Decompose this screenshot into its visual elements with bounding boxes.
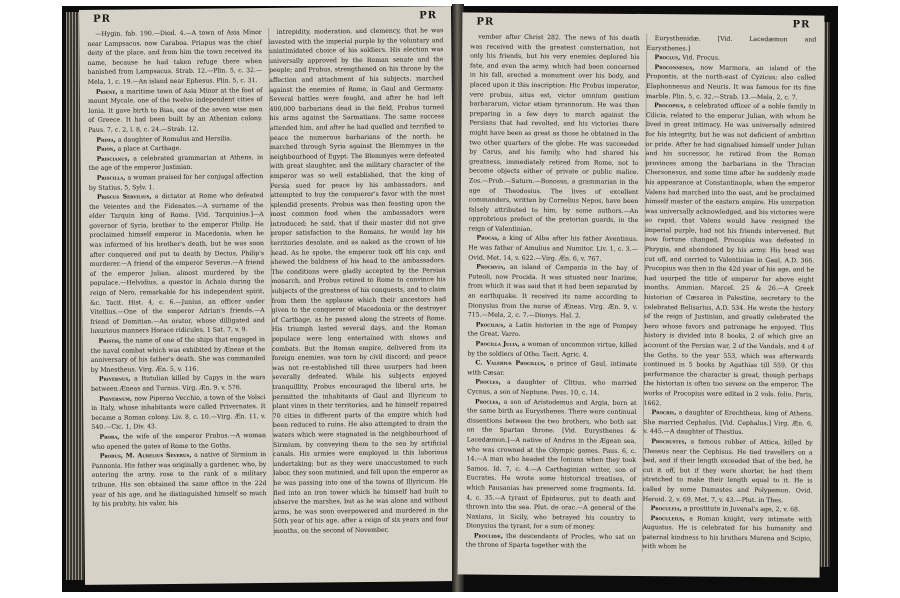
entry-headword: Procrustes, [651, 438, 687, 446]
dictionary-entry [467, 378, 637, 399]
entry-text: a woman praised for her conjugal affection by Statius, 5, Sylv. 1. [88, 172, 264, 192]
entry-text: now Marmora, an island of the Propontis, at the north-east of Cyzicus; also called Elaphonnesus and Neuris. It was famous for its fine marble. Plin. 5, c. 32.—Strab. 13.—Mela, 2, c. 7. [646, 64, 817, 101]
entry-text: a daughter of Erechtheus, king of Athens. She married Cephalus. [Vid. Cephalus.] Virg. Æn. 6, v. 445.—A daughter of Thestius. [643, 409, 813, 437]
entry-text: a native of Sirmium in Pannonia. His father was originally a gardener, who, by entering the army, rose to the rank of a military tribune. His son obtained the same office in the 22d year of his age, and he distinguished himself so much by his probity, his valor, his [91, 451, 267, 508]
dictionary-entry [642, 514, 812, 554]
entry-headword: Privernus, [98, 375, 131, 384]
entry-headword: Proba, [99, 433, 120, 441]
entry-headword: Priscilla, [96, 174, 126, 182]
entry-text: a celebrated grammarian at Athens, in the age of the emperor Justinian. [88, 153, 264, 173]
entry-text: a son of Aristodemus and Argia, born at the same birth as Eurysthenes. There were continual dissentions between the two brothers, who both sat on the Spartan throne. [Vid. Eurysthenes & Lacedæmon.]—A native of Andros in the Ægean sea, who was crowned at the Olympic games. Paus. 6, c. 14.—A man who headed the Ionians when they took Samos. Id. 7, c. 4.—A Carthaginian writer, son of Eucrates. He wrote some historical treatises, of which Pausanias has preserved some fragments. Id. 4, c. 35.—A tyrant of Epidaurus, put to death and thrown into the sea. Plut. de orac.—A general of the Naxians, in Sicily, who betrayed his country to Dionysius the tyrant, for a sum of money. [465, 398, 637, 531]
entry-text: a celebrated officer of a noble family in Cilicia, related to the emperor Julian, with whom he lived in great intimacy. He was universally admired for his integrity, but he was not deficient of ambition or pride. After he had signalised himself under Julian and his successor, he retired from the Roman provinces among the barbarians in the Thracian Chersonesus, and some time after he suddenly made his appearance at Constantinople, when the emperor Valens had marched into the east, and he proclaimed himself master of the eastern empire. His usurpation was universally acknowledged, and his victories were so rapid, that Valens would have resigned the imperial purple, had not his friends intervened. But now fortune changed, Procopius was defeated in Phrygia, and abandoned by his army. His head was cut off, and carried to Valentinian in Gaul, A.D. 366. Procopius was then in the 42d year of his age, and he had usurped the title of emperor for above eight months. Ammian. Marcel. 25 & 26.—A Greek historian of Cæsarea in Palestine, secretary to the celebrated Belisarius, A.D. 534. He wrote the history of the reign of Justinian, and greatly celebrated the hero whose favors and patronage he enjoyed. This history is divided into 8 books, 2 of which give an account of the Persian war, 2 of the Vandals, and 4 of the Goths, to the year 553, which was afterwards continued in 5 books by Agathias till 559. Of this performance the character is great, though perhaps the historian is often too severe on the emperor. The works of Procopius were edited in 2 vols. folio. Paris, 1662. [643, 102, 816, 407]
entry-text: a maritime town of Asia Minor at the foot of mount Mycale, one of the twelve independent cities of Ionia. It gave birth to Bias, one of the seven wise men of Greece. It had been built by an Athenian colony. Paus. 7, c. 2, l. 8, c. 24.—Strab. 12. [87, 86, 263, 134]
entry-text: a prostitute in Juvenal's age, 2, v. 68. [683, 505, 800, 514]
entry-headword: Probus, M. Aurelius Severus, [99, 451, 192, 460]
entry-text: a Latin historian in the age of Pompey the Great. Varro. [467, 321, 638, 339]
entry-headword: Privernum, [99, 394, 133, 403]
entry-headword: Procris, [651, 409, 677, 417]
entry-headword: Procles, [475, 398, 501, 406]
entry-text: vember after Christ 282. The news of his death was received with the greatest consternation, not only his friends, but his very enemies deplored his fate, and even the army, which had been concerned in his fall, erected a monument over his body, and placed upon it this inscription: Hic Probus imperator, vere probus, situs est, victor omnium gentium barbararum, victor etiam tyrannorum. He was then preparing in a few days to march against the Persians that had revolted, and his victories there might have been as great as those he obtained in the two other quarters of the globe. He was succeeded by Carus, and his family, who had shared his greatness, immediately retired from Rome, not to become objects either of private or public malice. Zos.—Prob.—Saturn.—Bonosus, a grammarian in the age of Theodosius. The lives of excellent commanders, written by Cornelius Nepos, have been falsely attributed to him, by some authors.—An opprobrious prefect of the pretorian guards, in the reign of Valentinian. [468, 33, 640, 233]
entry-text: a prince of Gaul, intimate with Cæsar. [467, 360, 637, 377]
dictionary-entry [467, 339, 637, 360]
entry-headword: Procopius, [654, 102, 686, 110]
dictionary-entry [90, 335, 265, 375]
entry-text: a Roman knight, very intimate with Augustus. He is celebrated for his humanity and paternal kindness to his brothers Murena and Scipio, with whom he [642, 515, 813, 551]
dictionary-entry [89, 191, 265, 337]
entry-text: a dictator at Rome who defeated the Veientes and the Fidenates.—A surname of the elder Tarquin king of Rome. [Vid. Tarquinius.]—A governor of Syria, brother to the emperor Philip. He proclaimed himself emperor in Macedonia, when he was informed of his brother's death, but he was soon after conquered and put to death by Decius, Philip's murderer.—A friend of the emperor Severus.—A friend of the emperor Julian, almost murdered by the populace.—Helvidius, a questor in Achaia during the reign of Nero, remarkable for his independent spirit, &c. Tacit. Hist. 4, c. 6.—Junius, an officer under Vitellius.—One of the emperor Adrian's friends.—A friend of Domitian.—An orator, whose dilligated and luxurious manners Horace ridicules, 1 Sat. 7, v. 9. [89, 192, 265, 336]
entry-text: a daughter of Romulus and Hersilia. [117, 134, 232, 144]
entry-headword: Proculeia, [650, 505, 682, 513]
left-page-columns [79, 24, 456, 538]
entry-headword: Prion, [96, 145, 116, 153]
entry-headword: Proconnesus, [654, 63, 695, 72]
entry-headword: Procles, [475, 378, 501, 387]
entry-text: a famous robber of Attica, killed by Theseus near the Cephisus. He tied travellers on a bed, and if their length exceeded that of the bed, he cut it off, but if they were shorter, he had them stretched to make their length equal to it. He is called by some Damastes and Polypemon. Ovid. Heroid. 2, v. 69. Met. 7, v. 43.—Plut. in Thes. [642, 438, 813, 504]
left-page [79, 6, 457, 585]
entry-text: Eurysthenidæ. [Vid. Lacedæmon and Eurysthenes.] [646, 35, 817, 53]
entry-text: a king of Alba after his father Aventinus. He was father of Amulius and Numitor. Liv. 1, c. 3.—Ovid. Met. 14, v. 622.—Virg. Æn. 6, v. 767. [468, 235, 639, 263]
entry-headword: Priscianus, [96, 155, 130, 163]
dictionary-entry [89, 172, 264, 193]
entry-text: a woman of uncommon virtue, killed by the soldiers of Otho. Tacit. Agric. 4. [467, 340, 638, 359]
dictionary-entry [647, 34, 817, 55]
entry-text: a place at Carthage. [117, 145, 182, 153]
right-column-2 [641, 34, 816, 554]
dictionary-entry [468, 234, 638, 264]
entry-headword: Procilius, [475, 321, 506, 329]
entry-headword: Priscus Servilius, [96, 193, 152, 201]
entry-headword: Priene, [95, 88, 118, 96]
dictionary-entry [87, 28, 262, 87]
dictionary-entry [468, 320, 638, 341]
entry-text: —Hygin. fab. 190.—Diod. 4.—A town of Asia Minor near Lampsacus, now Caraboa. Priapus was the chief deity of the place, and from him the town received its name, because he had taken refuge there when banished from Lampsacus. Strab. 12.—Plin. 5, c. 32.—Mela, 1, c. 19.—An island near Ephesus. Plin. 5, c. 31. [87, 29, 263, 86]
entry-text: the name of one of the ships that engaged in the naval combat which was exhibited by Æneas at the anniversary of his father's death. She was commanded by Mnestheus. Virg. Æn. 5, v. 116. [90, 336, 266, 374]
entry-text: intrepidity, moderation, and clemency, that he was invested with the imperial purple by the voluntary and unintimidated choice of his soldiers. His election was universally approved by the Roman senate and the people; and Probus, strengthened on his throne by the affection and attachment of his subjects, marched against the enemies of Rome, in Gaul and Germany. Several battles were fought, and after he had left 400,000 barbarians dead in the field, Probus turned his arms against the Sarmatians. The same success attended him, and after he had quelled and terrified to peace the numerous barbarians of the north, he marched through Syria against the Blemmyes in the neighbourhood of Egypt. The Blemmyes were defeated with great slaughter, and the military character of the emperor was so well established, that the king of Persia sued for peace by his ambassadors, and attempted to buy the conqueror's favor with the most splendid presents. Probus was then feasting upon the most common food when the ambassadors were introduced; he said, that if their master did not give proper satisfaction to the Romans, he would lay his territories desolate, and as naked as the crown of his head. As he spoke, the emperor took off his cap, and shewed the baldness of his head to the ambassadors. The conditions were gladly accepted by the Persian monarch, and Probus retired to Rome to convince his subjects of the greatness of his conquests, and to claim from them the applause which their ancestors had given to the conqueror of Macedonia or the destroyer of Carthage, as he passed along the streets of Rome. His triumph lasted several days, and the Roman populace were long entertained with shows and combats. But the Roman empire, delivered from its foreign enemies, was torn by civil discord; and peace was not re-established till three usurpers had been severally defeated. While his subjects enjoyed tranquillity, Probus encouraged the liberal arts, he permitted the inhabitants of Gaul and Illyricum to plant vines in their territories, and he himself repaired 70 cities in different parts of the empire which had been reduced to ruins. He also attempted to drain the waters which were stagnated in the neighbourhood of Sirmium, by conveying them to the sea by artificial canals. His armies were employed in this laborious undertaking; but as they were unaccustomed to such labor, they soon mutinied, and fell upon the emperor as he was passing into one of the towns of Illyricum. He fled into an iron tower which he himself had built to observe the marshes, but as he was alone and without arms, he was soon overpowered and murdered in the 50th year of his age, after a reign of six years and four months, on the second of November, [268, 27, 449, 535]
running-head-right-a: PR [476, 16, 495, 28]
entry-headword: Proculeius, [650, 514, 685, 523]
entry-headword: Proclus, [654, 54, 681, 62]
dictionary-entry [466, 531, 636, 552]
entry-text: Vid. Procus. [682, 54, 721, 62]
dictionary-entry [269, 26, 449, 536]
left-column-2 [268, 26, 449, 536]
entry-text: a Rutulian killed by Capys in the wars between Æneas and Turnus. Virg. Æn. 9, v. 576. [90, 374, 266, 393]
right-page-columns [458, 30, 825, 553]
dictionary-entry [643, 437, 813, 506]
dictionary-entry [466, 397, 637, 533]
dictionary-entry [91, 431, 266, 452]
dictionary-entry [88, 86, 263, 136]
dictionary-entry [91, 373, 266, 394]
entry-text: the wife of the emperor Probus.—A woman who opened the gates of Rome to the Goths. [91, 431, 267, 451]
right-column-1 [466, 33, 640, 553]
running-head-right-b: PR [792, 19, 811, 31]
dictionary-entry [468, 263, 638, 322]
dictionary-entry [643, 408, 813, 438]
running-head-left-a: PR [93, 13, 111, 25]
entry-headword: Pristis, [98, 337, 122, 345]
entry-headword: Proclidæ, [473, 532, 504, 540]
left-column-1 [87, 28, 267, 538]
entry-text: the descendants of Procles, who sat on the throne of Sparta together with the [465, 532, 636, 551]
dictionary-entry [89, 153, 264, 174]
dictionary-entry [469, 33, 640, 236]
entry-headword: Procas, [476, 235, 500, 243]
running-head-left-b: PR [419, 10, 438, 22]
entry-text: an island of Campania in the bay of Puteoli, now Procida. It was situated near Inarime, from which it was said that it had been separated by an earthquake. It received its name according to Dionysius from the nurse of Æneas. Virg. Æn. 9, v. 715.—Mela, 2, c. 7.—Dionys. Hal. 2. [467, 264, 638, 320]
dictionary-entry [467, 359, 637, 380]
entry-headword: Prima, [96, 136, 116, 144]
dictionary-entry [92, 450, 267, 509]
dictionary-entry [644, 101, 816, 409]
entry-headword: Prochyta, [476, 263, 506, 272]
dictionary-entry [646, 63, 816, 103]
dictionary-entry [91, 393, 266, 433]
entry-headword: C. Valerius Procillus, [475, 359, 546, 368]
entry-text: a daughter of Clitius, who married Cycnus, a son of Neptune. Paus. 10, c. 14. [467, 379, 637, 397]
right-page [458, 12, 825, 577]
entry-text: now Piperno Vecchio, a town of the Volsci in Italy, whose inhabitants were called Privernates. It became a Roman colony. Liv. 8, c. 10.—Virg. Æn. 11, v. 540.—Cic. 1, Div. 43. [91, 393, 266, 432]
entry-headword: Procilla Julia, [475, 340, 520, 348]
